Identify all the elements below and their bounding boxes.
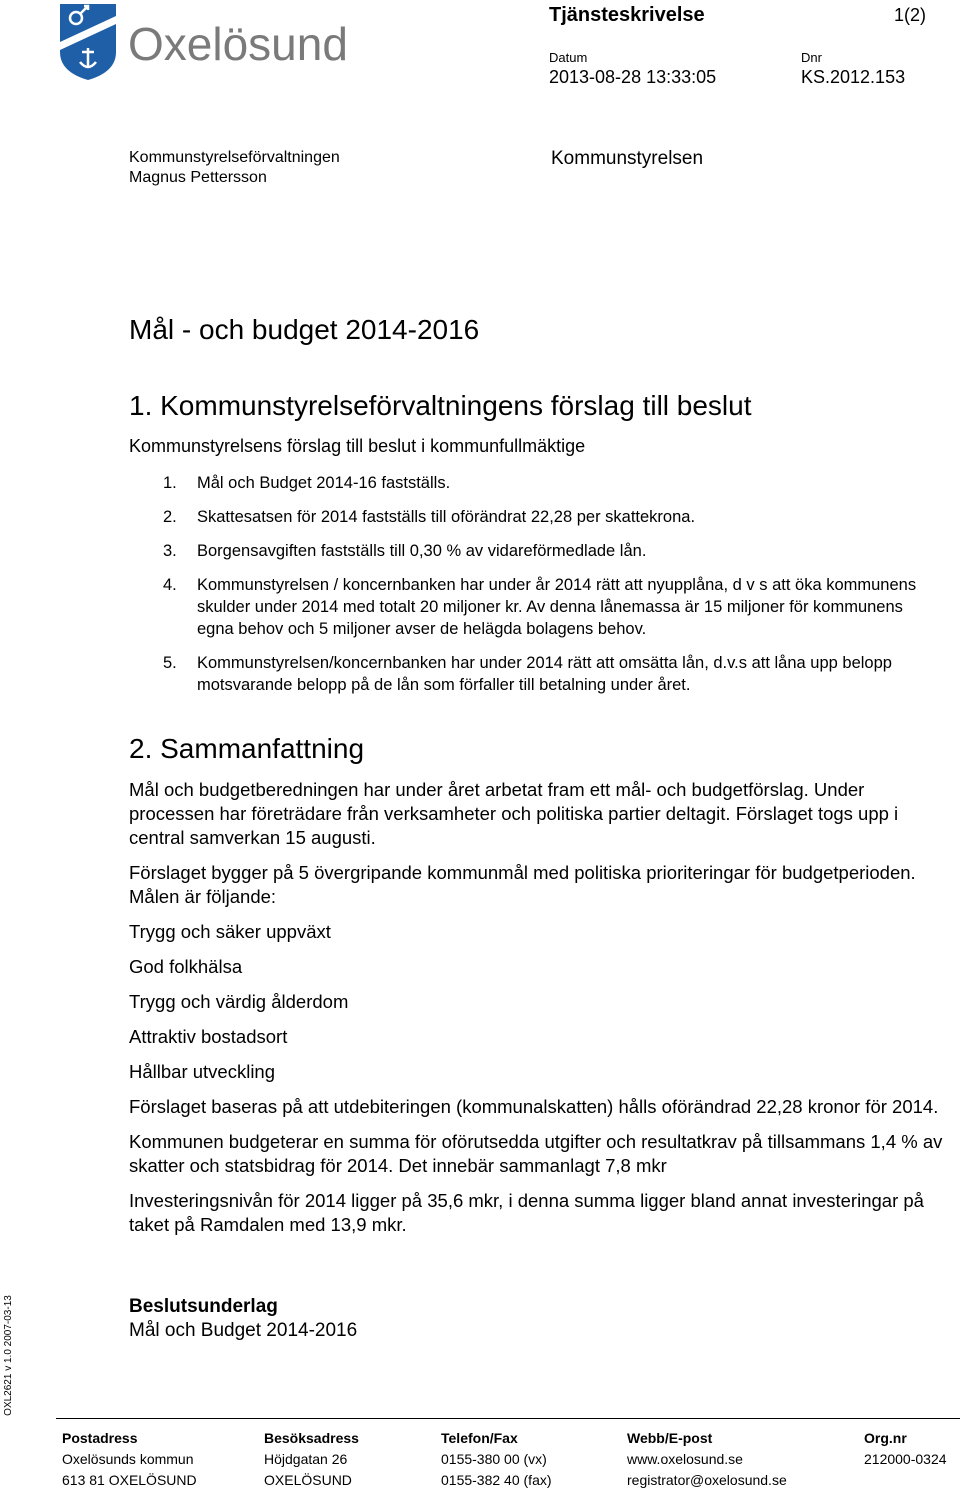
document-type: Tjänsteskrivelse	[549, 4, 705, 26]
footer-orgnr: Org.nr 212000-0324	[864, 1430, 947, 1467]
list-item: 3. Borgensavgiften fastställs till 0,30 % av vidareförmedlade lån.	[163, 542, 647, 560]
summary-paragraph: Förslaget bygger på 5 övergripande kommunmål med politiska prioriteringar för budgetperioden. Målen är följande:	[129, 862, 916, 907]
website-link[interactable]: www.oxelosund.se	[627, 1451, 743, 1467]
page-number: 1(2)	[894, 5, 927, 25]
summary-body	[129, 778, 954, 1248]
sender-name: Magnus Pettersson	[129, 169, 267, 186]
summary-paragraph: Förslaget baseras på att utdebiteringen (kommunalskatten) hålls oförändrad 22,28 kronor för 2014.	[129, 1096, 939, 1117]
basis-item: Mål och Budget 2014-2016	[129, 1320, 358, 1341]
section1-subheading: Kommunstyrelsens förslag till beslut i kommunfullmäktige	[129, 436, 586, 456]
goal-item: Attraktiv bostadsort	[129, 1026, 288, 1047]
email-link[interactable]: registrator@oxelosund.se	[627, 1472, 787, 1488]
section1-heading: 1. Kommunstyrelseförvaltningens förslag till beslut	[129, 390, 752, 421]
summary-paragraph: Investeringsnivån för 2014 ligger på 35,6 mkr, i denna summa ligger bland annat investeringar på taket på Ramdalen med 13,9 mkr.	[129, 1190, 924, 1235]
summary-paragraph: Mål och budgetberedningen har under året arbetat fram ett mål- och budgetförslag. Under processen har företrädare från verksamheter och politiska partier deltagit. Förslaget togs upp i central samverkan 15 augusti.	[129, 779, 899, 848]
sender-org: Kommunstyrelseförvaltningen	[129, 149, 340, 166]
goal-item: Trygg och säker uppväxt	[129, 921, 331, 942]
goal-item: Hållbar utveckling	[129, 1061, 276, 1082]
footer-telefon: Telefon/Fax 0155-380 00 (vx) 0155-382 40 (fax)	[441, 1430, 552, 1488]
footer-besoksadress: Besöksadress Höjdgatan 26 OXELÖSUND	[264, 1430, 359, 1488]
shield-icon	[56, 2, 386, 82]
date-label: Datum	[549, 50, 588, 65]
list-item: 5. Kommunstyrelsen/koncernbanken har under 2014 rätt att omsätta lån, d.v.s att låna upp belopp motsvarande belopp på de lån som förfaller till betalning under året.	[163, 654, 892, 694]
decision-basis	[129, 1295, 357, 1343]
footer-postadress: Postadress Oxelösunds kommun 613 81 OXELÖSUND	[62, 1430, 197, 1488]
basis-heading: Beslutsunderlag	[129, 1296, 278, 1317]
footer-webb: Webb/E-post www.oxelosund.se registrator@oxelosund.se	[627, 1428, 787, 1491]
template-code: OXL2621 v 1.0 2007-03-13	[2, 1295, 14, 1416]
goal-item: Trygg och värdig ålderdom	[129, 991, 349, 1012]
municipality-logo	[56, 2, 386, 82]
dnr-value: KS.2012.153	[801, 67, 906, 87]
dnr-label: Dnr	[801, 50, 822, 65]
date-value: 2013-08-28 13:33:05	[549, 67, 717, 87]
document-title: Mål - och budget 2014-2016	[129, 314, 480, 345]
sender-block	[129, 148, 340, 188]
section2-heading: 2. Sammanfattning	[129, 733, 365, 764]
goal-item: God folkhälsa	[129, 956, 243, 977]
logo-wordmark: Oxelösund	[128, 18, 348, 70]
list-item: 2. Skattesatsen för 2014 fastställs till oförändrat 22,28 per skattekrona.	[163, 508, 696, 526]
decision-list	[163, 472, 943, 708]
list-item: 4. Kommunstyrelsen / koncernbanken har under år 2014 rätt att nyupplåna, d v s att öka kommunens skulder under 2014 med totalt 20 miljoner kr. Av denna lånemassa är 15 miljoner för kommunens egna behov och 5 miljoner avser de helägda bolagens behov.	[163, 576, 917, 638]
recipient: Kommunstyrelsen	[551, 148, 704, 169]
list-item: 1. Mål och Budget 2014-16 fastställs.	[163, 474, 451, 492]
footer-divider	[56, 1418, 960, 1419]
summary-paragraph: Kommunen budgeterar en summa för oförutsedda utgifter och resultatkrav på tillsammans 1,4 % av skatter och statsbidrag för 2014. Det innebär sammanlagt 7,8 mkr	[129, 1131, 943, 1176]
